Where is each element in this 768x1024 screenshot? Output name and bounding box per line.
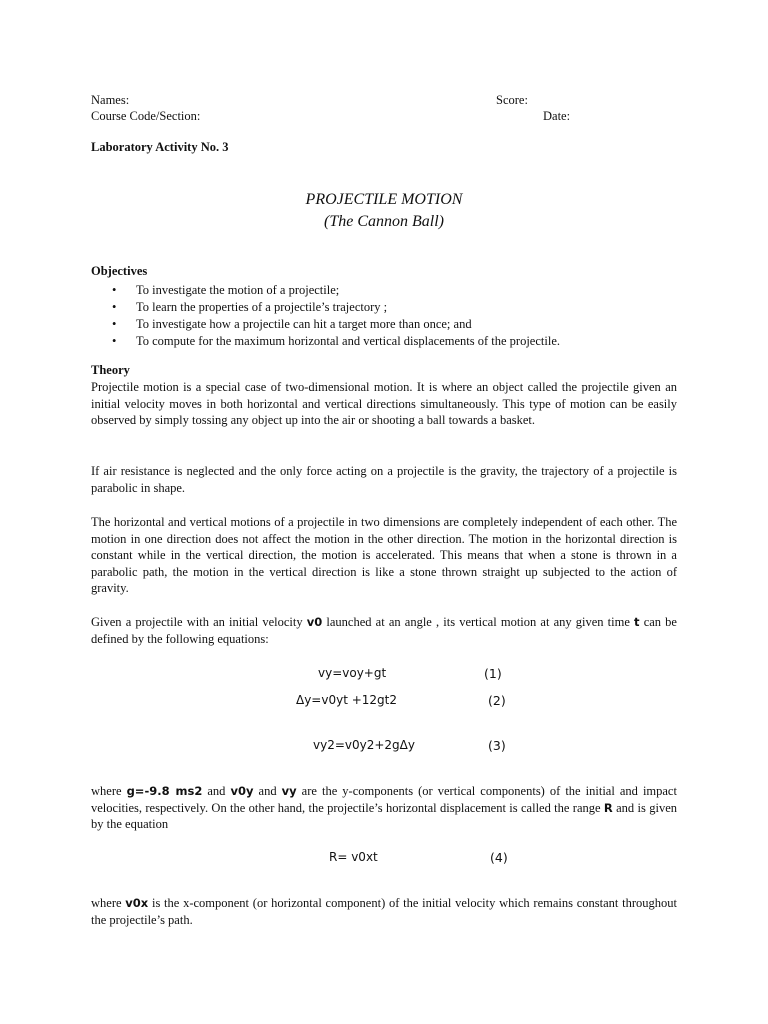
equation-1: vy=voy+gt xyxy=(318,666,387,680)
theory-paragraph-4 xyxy=(91,614,677,647)
text-run: and xyxy=(202,784,231,798)
text-run: where xyxy=(91,896,126,910)
text-run: are the y-components (or vertical components) of the initial and impact velocities, respectively. On the other hand, the projectile’s horizontal displacement is called the range xyxy=(91,784,677,815)
text-run: Given a projectile with an initial velocity xyxy=(91,615,307,629)
text-run: can be defined by the following equations: xyxy=(91,615,677,646)
text-run: and is given by the equation xyxy=(91,800,677,832)
equation-3-number: (3) xyxy=(488,738,506,753)
objective-item: • To compute for the maximum horizontal and vertical displacements of the projectile. xyxy=(136,333,736,350)
document-subtitle: (The Cannon Ball) xyxy=(324,213,444,230)
course-code-label: Course Code/Section: xyxy=(91,109,201,123)
theory-paragraph-6 xyxy=(91,895,677,928)
symbol-v0: v0 xyxy=(306,615,323,629)
objectives-list xyxy=(91,282,736,350)
document-title: PROJECTILE MOTION xyxy=(305,191,463,208)
equation-1-number: (1) xyxy=(484,666,502,681)
objective-item: • To investigate the motion of a projectile; xyxy=(136,282,736,299)
text-run: and xyxy=(253,784,282,798)
equation-2-number: (2) xyxy=(488,693,506,708)
equation-3: vy2=v0y2+2gΔy xyxy=(313,738,415,752)
symbol-g: g=-9.8 ms2 xyxy=(126,784,203,798)
names-label: Names: xyxy=(91,93,130,107)
theory-paragraph-1: Projectile motion is a special case of two-dimensional motion. It is where an object called the projectile given an initial velocity moves in both horizontal and vertical directions simultaneously. This type of motion can be easily observed by simply tossing any object up into the air or shooting a ball towards a basket. xyxy=(91,380,677,428)
date-label: Date: xyxy=(543,109,571,123)
theory-paragraph-5 xyxy=(91,783,677,833)
equation-2: Δy=v0yt +12gt2 xyxy=(296,693,398,707)
score-label: Score: xyxy=(496,93,528,107)
equation-4: R= v0xt xyxy=(329,850,378,864)
theory-heading: Theory xyxy=(91,363,130,377)
activity-title: Laboratory Activity No. 3 xyxy=(91,140,229,154)
symbol-R: R xyxy=(603,800,613,815)
objectives-heading: Objectives xyxy=(91,264,148,278)
theory-paragraph-2: If air resistance is neglected and the only force acting on a projectile is the gravity, the trajectory of a projectile is parabolic in shape. xyxy=(91,464,677,495)
symbol-t: t xyxy=(634,615,640,629)
symbol-vy: vy xyxy=(281,784,297,798)
objective-item: • To investigate how a projectile can hit a target more than once; and xyxy=(136,316,736,333)
symbol-v0x: v0x xyxy=(125,896,149,910)
text-run: launched at an angle , its vertical motion at any given time xyxy=(322,615,635,629)
equation-4-number: (4) xyxy=(490,850,508,865)
text-run: where xyxy=(91,784,127,798)
objective-item: • To learn the properties of a projectile’s trajectory ; xyxy=(136,299,736,316)
text-run: is the x-component (or horizontal component) of the initial velocity which remains constant throughout the projectile’s path. xyxy=(91,896,677,927)
theory-paragraph-3: The horizontal and vertical motions of a projectile in two dimensions are completely independent of each other. The motion in one direction does not affect the motion in the other direction. The motion in the horizontal direction is constant while in the vertical direction, the motion is accelerated. This means that when a stone is thrown in a parabolic path, the motion in the vertical direction is like a stone thrown straight up subjected to the action of gravity. xyxy=(91,515,677,596)
symbol-v0y: v0y xyxy=(230,784,254,798)
